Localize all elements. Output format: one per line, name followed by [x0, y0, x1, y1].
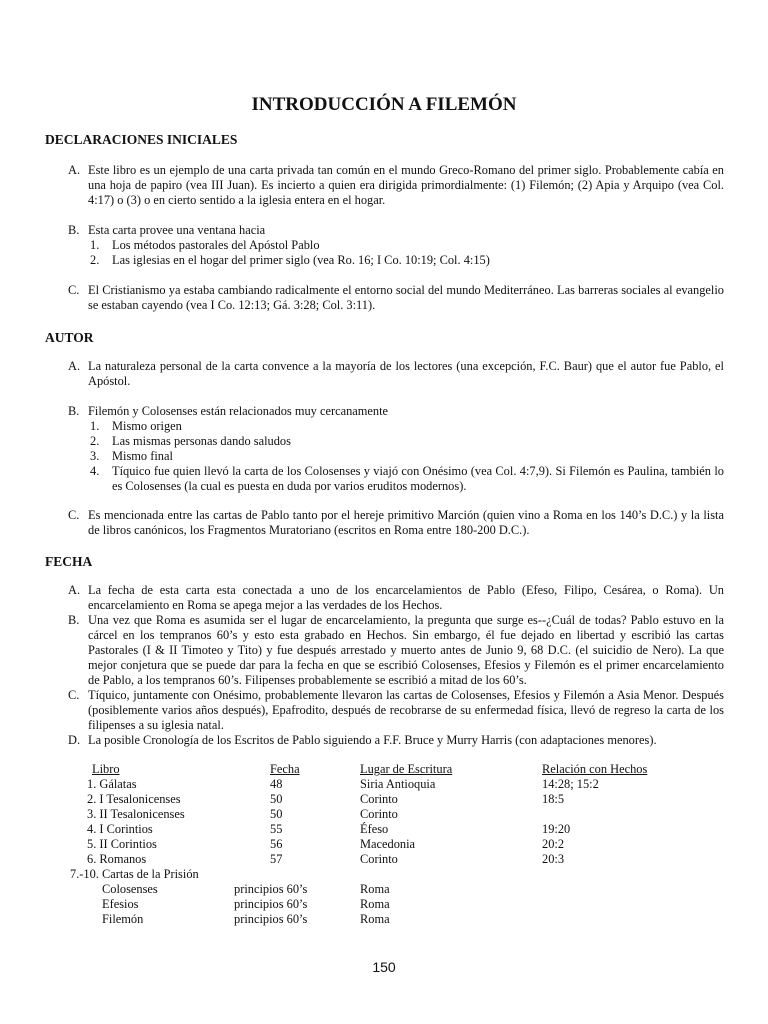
autor-item-c [68, 508, 724, 538]
sub-item: 1. Los métodos pastorales del Apóstol Pablo [90, 238, 320, 252]
table-row: 6. Romanos 57 Corinto 20:3 [87, 852, 565, 866]
autor-item-a [68, 359, 724, 389]
table-row: 2. I Tesalonicenses 50 Corinto 18:5 [87, 792, 565, 806]
declaraciones-item-b [68, 223, 724, 268]
declaraciones-item-c [68, 283, 724, 313]
page-number: 150 [372, 959, 396, 975]
declaraciones-item-a [68, 163, 724, 208]
table-row: 3. II Tesalonicenses 50 Corinto [87, 807, 398, 821]
item-text: Esta carta provee una ventana hacia [88, 223, 266, 237]
autor-item-b [68, 404, 724, 494]
sub-item: 2. Las iglesias en el hogar del primer siglo (vea Ro. 16; I Co. 10:19; Col. 4:15) [90, 253, 490, 267]
item-letter: C. [68, 283, 80, 297]
table-row: Colosenses principios 60’s Roma [102, 882, 390, 896]
column-header-relacion: Relación con Hechos [542, 762, 648, 776]
column-header-lugar: Lugar de Escritura [360, 762, 453, 776]
item-text: Este libro es un ejemplo de una carta privada tan común en el mundo Greco-Romano del primer siglo. Probablemente cabía en una hoja de papiro (vea III Juan). Es incierto a quien era dirigida primordialmente: (1) Filemón; (2) Apia y Arquipo (vea Col. 4:17) o (3) o en cierto sentido a la iglesia entera en el hogar. [88, 163, 724, 207]
item-letter: C. [68, 688, 80, 702]
item-letter: A. [68, 163, 81, 177]
item-letter: B. [68, 223, 80, 237]
item-text: La posible Cronología de los Escritos de Pablo siguiendo a F.F. Bruce y Murry Harris (con adaptaciones menores). [88, 733, 657, 747]
heading-declaraciones: DECLARACIONES INICIALES [45, 132, 238, 147]
table-row: 5. II Corintios 56 Macedonia 20:2 [87, 837, 565, 851]
item-text: Filemón y Colosenses están relacionados muy cercanamente [88, 404, 389, 418]
item-text: La fecha de esta carta esta conectada a uno de los encarcelamientos de Pablo (Efeso, Filipo, Cesárea, o Roma). Un encarcelamiento en Roma se apega mejor a las verdades de los Hechos. [88, 583, 724, 612]
column-header-libro: Libro [92, 762, 120, 776]
item-letter: B. [68, 404, 80, 418]
item-letter: A. [68, 583, 81, 597]
sub-item: 1. Mismo origen [90, 419, 182, 433]
fecha-item-b [68, 613, 724, 688]
page-title: INTRODUCCIÓN A FILEMÓN [251, 94, 517, 115]
item-text: El Cristianismo ya estaba cambiando radicalmente el entorno social del mundo Mediterráneo. Las barreras sociales al evangelio se estaban cayendo (vea I Co. 12:13; Gá. 3:28; Col. 3:11). [88, 283, 724, 312]
table-row: 4. I Corintios 55 Éfeso 19:20 [87, 822, 571, 836]
item-text: Tíquico, juntamente con Onésimo, probablemente llevaron las cartas de Colosenses, Efesios y Filemón a Asia Menor. Después (posiblemente varios años después), Epafrodito, después de recobrarse de su enfermedad física, llevó de regreso la carta de los filipenses a su iglesia natal. [88, 688, 724, 732]
table-header-row [70, 762, 710, 777]
item-text: La naturaleza personal de la carta convence a la mayoría de los lectores (una excepción, F.C. Baur) que el autor fue Pablo, el Apóstol. [88, 359, 724, 388]
sub-item: 4. Tíquico fue quien llevó la carta de los Colosenses y viajó con Onésimo (vea Col. 4:7,9). Si Filemón es Paulina, también lo es Colosenses (la cual es puesta en duda por varios eruditos modernos). [90, 464, 724, 493]
item-text: Una vez que Roma es asumida ser el lugar de encarcelamiento, la pregunta que surge es--¿Cuál de todas? Pablo estuvo en la cárcel en los tempranos 60’s y esto esta grabado en Hechos. Sin embargo, él fue dejado en libertad y escribió las cartas Pastorales (I & II Timoteo y Tito) y fue después arrestado y muerto antes de Junio 9, 68 D.C. (el suicidio de Nero). La que mejor conjetura que se puede dar para la fecha en que se escribió Colosenses, Efesios y Filemón es el primer encarcelamiento de Pablo, a los tempranos 60’s. Filipenses probablemente se escribió a mitad de los 60’s. [88, 613, 724, 687]
column-header-fecha: Fecha [270, 762, 300, 776]
sub-item: 3. Mismo final [90, 449, 173, 463]
fecha-item-a [68, 583, 724, 613]
fecha-item-d [68, 733, 724, 748]
table-row: Filemón principios 60’s Roma [102, 912, 390, 926]
sub-item: 2. Las mismas personas dando saludos [90, 434, 291, 448]
chronology-table [70, 762, 710, 927]
prison-letters-heading: 7.-10. Cartas de la Prisión [70, 867, 199, 881]
heading-fecha: FECHA [45, 554, 93, 569]
table-row: Efesios principios 60’s Roma [102, 897, 390, 911]
item-letter: A. [68, 359, 81, 373]
item-text: Es mencionada entre las cartas de Pablo tanto por el hereje primitivo Marción (quien vino a Roma en los 140’s D.C.) y la lista de libros canónicos, los Fragmentos Muratoriano (escritos en Roma entre 180-200 D.C.). [88, 508, 724, 537]
fecha-item-c [68, 688, 724, 733]
item-letter: D. [68, 733, 81, 747]
item-letter: B. [68, 613, 80, 627]
heading-autor: AUTOR [45, 330, 94, 345]
item-letter: C. [68, 508, 80, 522]
table-row: 1. Gálatas 48 Siria Antioquia 14:28; 15:2 [87, 777, 599, 791]
